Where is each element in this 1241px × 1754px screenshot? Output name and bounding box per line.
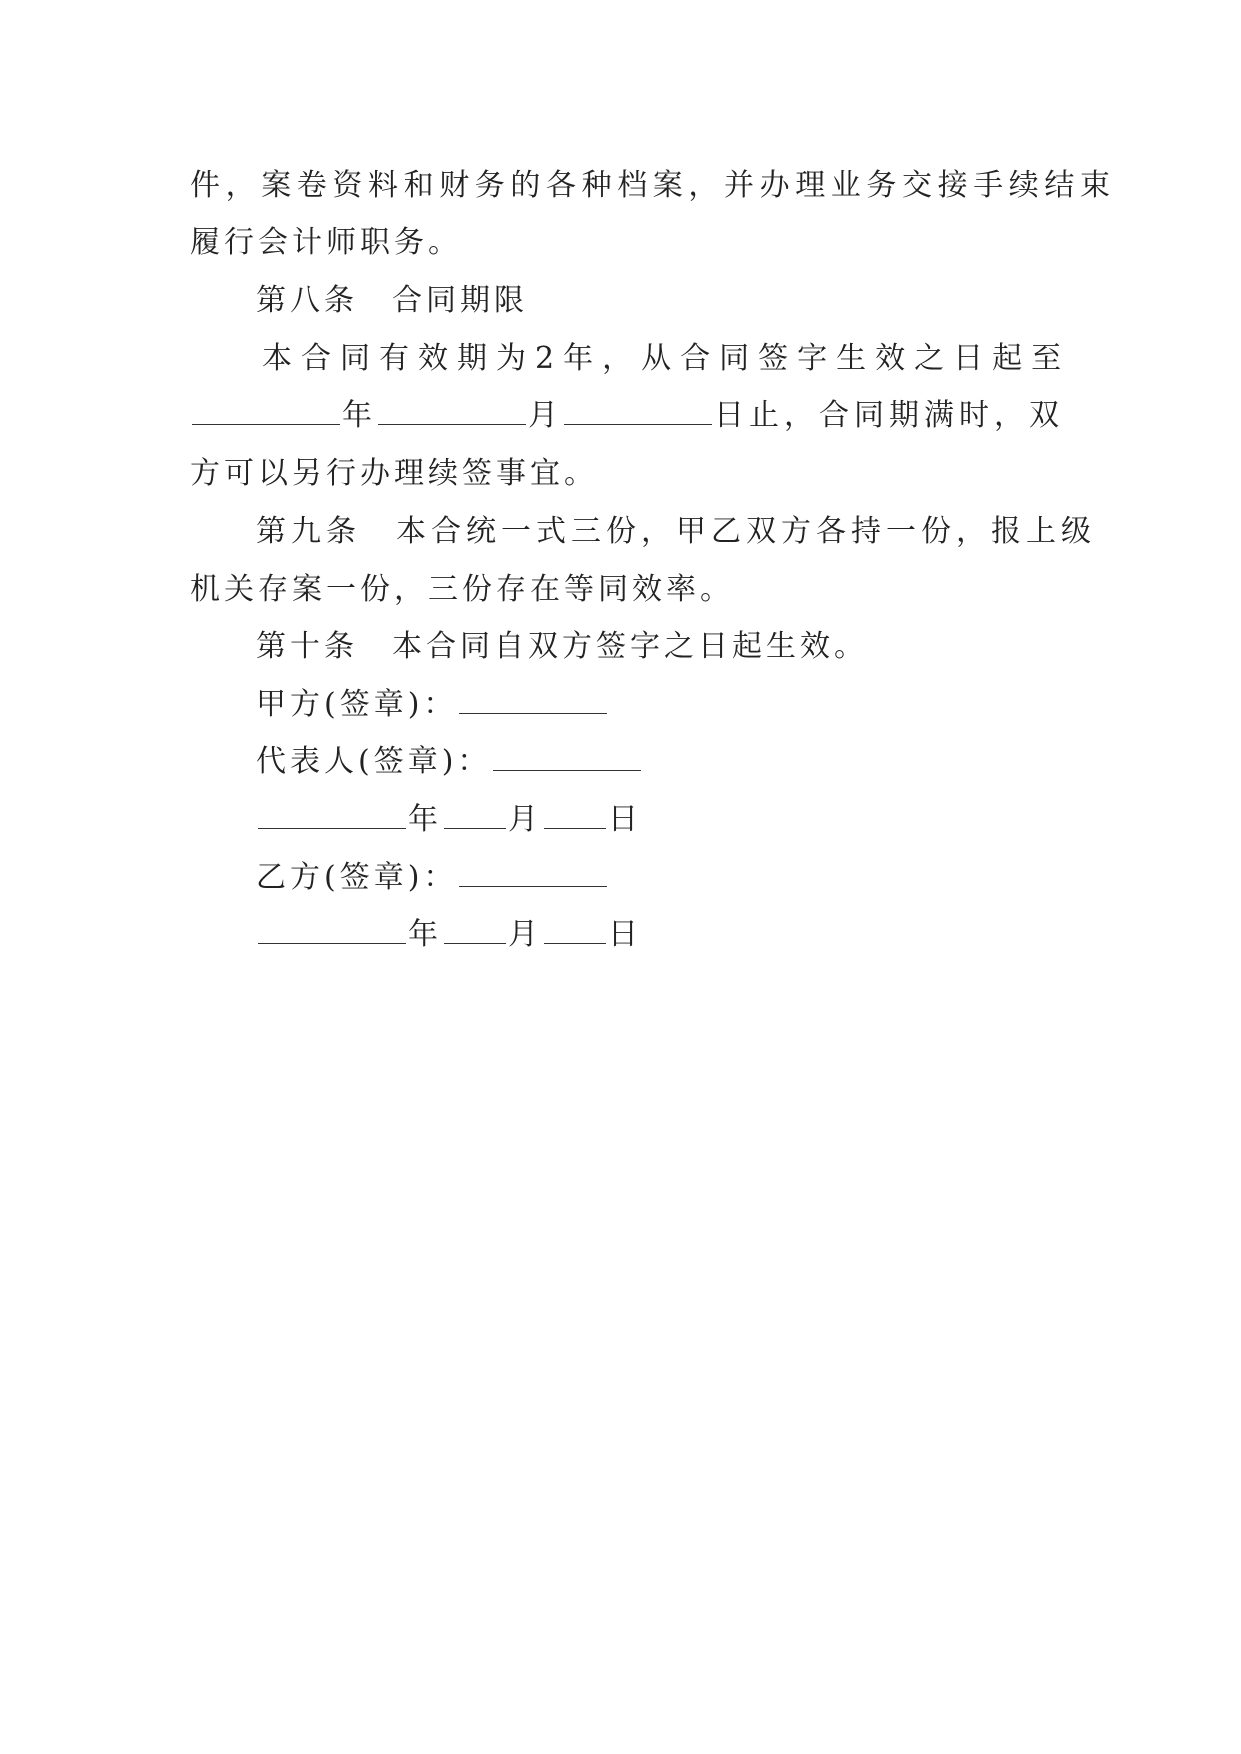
party-a-label: 甲方(签章)： [256,687,458,722]
party-b-label: 乙方(签章)： [256,860,458,895]
article-10 [256,627,868,667]
month-label: 月 [528,398,562,433]
year-label: 年 [408,802,442,837]
party-b-blank [459,860,607,887]
day-blank [544,917,606,944]
paragraph-text: 机关存案一份，三份存在等同效率。 [190,572,734,607]
paragraph-line [190,223,462,263]
paragraph-text: 日止，合同期满时，双 [714,398,1064,433]
party-a-blank [459,687,607,714]
article-8-line-3 [190,454,598,494]
month-blank [444,802,506,829]
year-blank [258,802,406,829]
article-9-line-1 [256,512,1096,552]
article-title-text: 第八条 合同期限 [256,283,528,318]
article-8-line-1 [262,339,1070,379]
month-label: 月 [508,917,542,952]
year-blank [192,398,340,425]
representative-label: 代表人(签章)： [256,744,492,779]
year-label: 年 [342,398,376,433]
month-blank [444,917,506,944]
party-a-signature [256,685,609,725]
month-blank [378,398,526,425]
year-label: 年 [408,917,442,952]
date-line-a [256,800,642,840]
paragraph-text: 方可以另行办理续签事宜。 [190,456,598,491]
article-9-line-2 [190,570,734,610]
article-8-title [256,281,528,321]
date-line-b [256,915,642,955]
paragraph-text: 本合同有效期为2年，从合同签字生效之日起至 [262,341,1071,376]
representative-blank [493,744,641,771]
paragraph-text: 件，案卷资料和财务的各种档案，并办理业务交接手续结束 [190,168,1116,203]
representative-signature [256,742,643,782]
paragraph-text: 第九条 本合统一式三份，甲乙双方各持一份，报上级 [256,514,1096,549]
day-blank [564,398,712,425]
day-blank [544,802,606,829]
day-label: 日 [608,802,642,837]
paragraph-text: 第十条 本合同自双方签字之日起生效。 [256,629,868,664]
party-b-signature [256,858,609,898]
paragraph-line [190,166,1116,206]
day-label: 日 [608,917,642,952]
paragraph-text: 履行会计师职务。 [190,225,462,260]
year-blank [258,917,406,944]
article-8-line-2 [190,396,1064,436]
month-label: 月 [508,802,542,837]
